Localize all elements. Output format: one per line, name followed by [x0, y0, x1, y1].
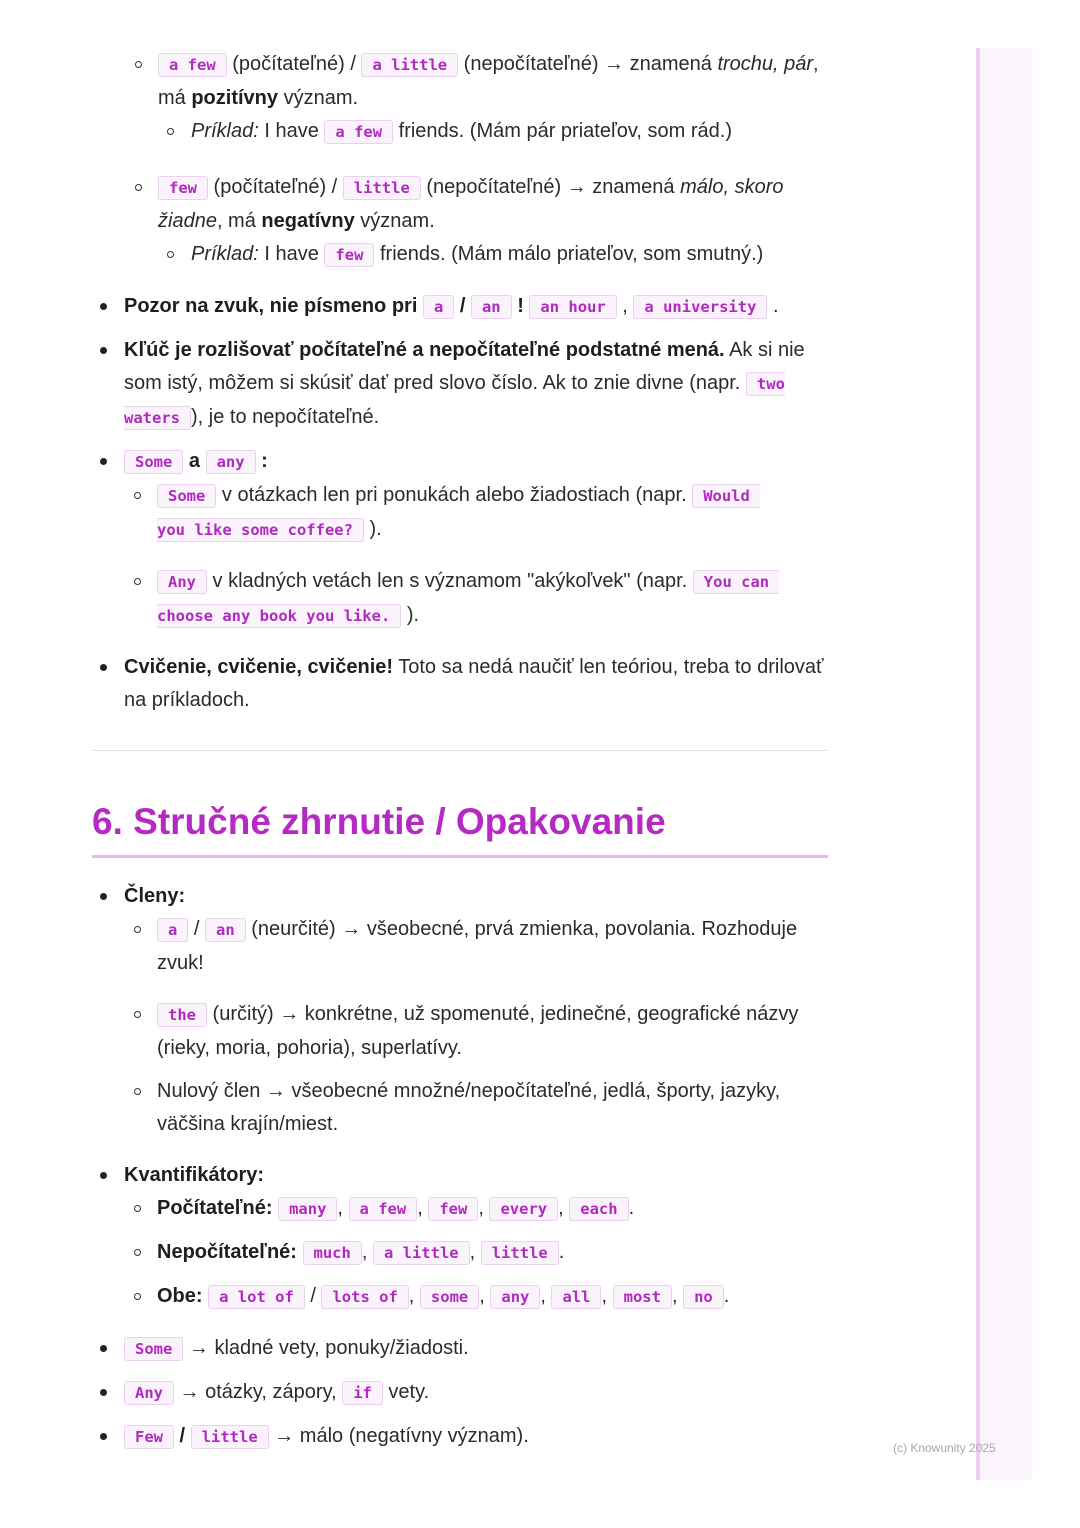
few-little-list — [92, 48, 828, 272]
example-list — [158, 115, 828, 149]
code-every: every — [489, 1197, 558, 1221]
list-item-neurcite: a / an (neurčité) → všeobecné, prvá zmienka, povolania. Rozhoduje zvuk! — [124, 913, 828, 980]
summary-content — [92, 880, 828, 1454]
list-item-cleny: Členy: a / an (neurčité) → všeobecné, prvá zmienka, povolania. Rozhoduje zvuk! the (určitý) → konkrétne, už spomenuté, jedinečné, geografické názvy (rieky, moria, pohoria), superlatívy. Nulový člen → všeobecné množné/nepočítateľné, jedlá, športy, jazyky, väčšina krajín/miest. — [92, 880, 828, 1141]
code-any-p: Any — [157, 570, 207, 594]
code-would-you-like-cont: you like some coffee? — [157, 518, 364, 542]
code-a-little: a little — [361, 53, 458, 77]
list-item-few-summary: Few / little → málo (negatívny význam). — [92, 1420, 828, 1454]
code-no: no — [683, 1285, 724, 1309]
code-few-example: few — [324, 243, 374, 267]
example-item: Príklad: I have a few friends. (Mám pár priateľov, som rád.) — [158, 115, 828, 149]
top-content — [92, 48, 828, 717]
code-an-hour: an hour — [529, 295, 616, 319]
some-any-sublist — [124, 479, 828, 633]
code-you-can-choose: You can — [693, 570, 779, 594]
code-a-lot-of: a lot of — [208, 1285, 305, 1309]
list-item-any-summary: Any → otázky, zápory, if vety. — [92, 1376, 828, 1410]
code-any: any — [206, 450, 256, 474]
list-item-few: few (počítateľné) / little (nepočítateľné) → znamená málo, skoro žiadne, má negatívny význam. Príklad: I have few friends. (Mám málo priateľov, som smutný.) — [125, 171, 828, 272]
code-two-waters: two waters — [124, 372, 785, 430]
page-margin-band — [976, 48, 1032, 1480]
cleny-sublist — [124, 913, 828, 1141]
code-some: some — [420, 1285, 479, 1309]
example-item: Príklad: I have few friends. (Mám málo priateľov, som smutný.) — [158, 238, 828, 272]
list-item-nepocitatelne: Nepočítateľné: much , a little , little . — [124, 1236, 828, 1270]
code-much: much — [303, 1241, 362, 1265]
code-a-few: a few — [349, 1197, 418, 1221]
page-margin-line — [976, 48, 980, 1480]
code-most: most — [613, 1285, 672, 1309]
list-item-obe: Obe: a lot of / lots of , some , any , all , most , no . — [124, 1280, 828, 1314]
code-a-little: a little — [373, 1241, 470, 1265]
list-item-any-positive: Any v kladných vetách len s významom "akýkoľvek" (napr. You can choose any book you like. ). — [124, 565, 828, 633]
code-a-few: a few — [158, 53, 227, 77]
list-item-some-summary: Some → kladné vety, ponuky/žiadosti. — [92, 1332, 828, 1366]
list-item-some-questions: Some v otázkach len pri ponukách alebo žiadostiach (napr. Would you like some coffee? ). — [124, 479, 828, 547]
code-any: any — [490, 1285, 540, 1309]
list-item-kvantifikatory: Kvantifikátory: Počítateľné: many , a few , few , every , each . Nepočítateľné: much , a little , little . Obe: a lot of / lots of , some , any , all , most , no . — [92, 1159, 828, 1314]
code-a-few-example: a few — [324, 120, 393, 144]
code-a: a — [157, 918, 188, 942]
code-the: the — [157, 1003, 207, 1027]
list-item-pocitatelne: Počítateľné: many , a few , few , every , each . — [124, 1192, 828, 1226]
copyright-footer: (c) Knowunity 2025 — [893, 1441, 996, 1455]
code-many: many — [278, 1197, 337, 1221]
code-some: Some — [124, 450, 183, 474]
code-some: Some — [124, 1337, 183, 1361]
code-little: little — [191, 1425, 269, 1449]
example-list — [158, 238, 828, 272]
code-a-university: a university — [633, 295, 767, 319]
code-each: each — [569, 1197, 628, 1221]
list-item-cvicenie: Cvičenie, cvičenie, cvičenie! Toto sa nedá naučiť len teóriou, treba to drilovať na príkladoch. — [92, 651, 828, 717]
kvant-sublist — [124, 1192, 828, 1314]
summary-list — [92, 880, 828, 1454]
list-item-nulovy: Nulový člen → všeobecné množné/nepočítateľné, jedlá, športy, jazyky, väčšina krajín/miest. — [124, 1075, 828, 1141]
code-few: few — [428, 1197, 478, 1221]
list-item-some-any: Some a any : Some v otázkach len pri ponukách alebo žiadostiach (napr. Would you like some coffee? ). Any v kladných vetách len s významom "akýkoľvek" (napr. You can choose any book you like. ). — [92, 445, 828, 633]
code-all: all — [551, 1285, 601, 1309]
code-some-q: Some — [157, 484, 216, 508]
code-you-can-choose-cont: choose any book you like. — [157, 604, 401, 628]
tips-list — [92, 290, 828, 717]
code-if: if — [342, 1381, 383, 1405]
list-item-pozor: Pozor na zvuk, nie písmeno pri a / an ! an hour , a university . — [92, 290, 828, 324]
section-divider — [92, 750, 828, 751]
code-any: Any — [124, 1381, 174, 1405]
list-item-a-few: a few (počítateľné) / a little (nepočítateľné) → znamená trochu, pár, má pozitívny význam. Príklad: I have a few friends. (Mám pár priateľov, som rád.) — [125, 48, 828, 149]
list-item-kluc: Kľúč je rozlišovať počítateľné a nepočítateľné podstatné mená. Ak si nie som istý, môžem si skúsiť dať pred slovo číslo. Ak to znie divne (napr. two waters ), je to nepočítateľné. — [92, 334, 828, 435]
code-a: a — [423, 295, 454, 319]
code-few: Few — [124, 1425, 174, 1449]
heading-underline — [92, 855, 828, 858]
code-an: an — [205, 918, 246, 942]
code-little: little — [343, 176, 421, 200]
code-few: few — [158, 176, 208, 200]
section-heading: 6. Stručné zhrnutie / Opakovanie — [92, 801, 666, 842]
code-little: little — [481, 1241, 559, 1265]
code-an: an — [471, 295, 512, 319]
code-lots-of: lots of — [321, 1285, 408, 1309]
list-item-urcity: the (určitý) → konkrétne, už spomenuté, jedinečné, geografické názvy (rieky, moria, pohoria), superlatívy. — [124, 998, 828, 1065]
code-would-you-like: Would — [692, 484, 760, 508]
